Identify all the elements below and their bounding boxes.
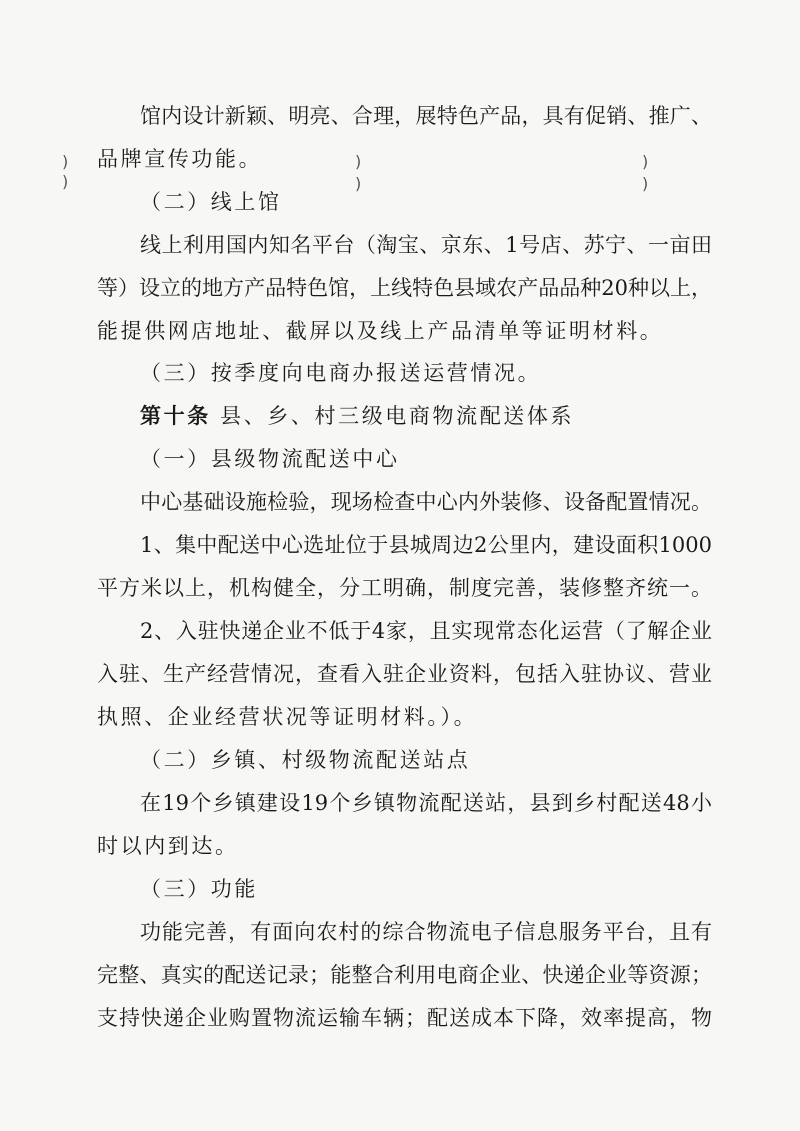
paragraph-line: 支持快递企业购置物流运输车辆；配送成本下降，效率提高，物 bbox=[97, 1006, 712, 1030]
margin-mark: ) bbox=[355, 174, 362, 193]
section-heading: （一）县级物流配送中心 bbox=[140, 447, 400, 471]
paragraph-line: 完整、真实的配送记录；能整合利用电商企业、快递企业等资源； bbox=[97, 963, 712, 987]
margin-mark: ) bbox=[62, 152, 69, 171]
paragraph-line: 能提供网店地址、截屏以及线上产品清单等证明材料。 bbox=[97, 319, 664, 343]
paragraph-line: 中心基础设施检验，现场检查中心内外装修、设备配置情况。 bbox=[140, 490, 712, 514]
paragraph-line: 平方米以上，机构健全，分工明确，制度完善，装修整齐统一。 bbox=[97, 576, 712, 600]
article-heading bbox=[140, 402, 800, 430]
paragraph-line: 在19个乡镇建设19个乡镇物流配送站，县到乡村配送48小 bbox=[140, 791, 712, 815]
paragraph-line: 线上利用国内知名平台（淘宝、京东、1号店、苏宁、一亩田 bbox=[140, 233, 712, 257]
paragraph-line: 时以内到达。 bbox=[97, 834, 239, 858]
paragraph-line: 馆内设计新颖、明亮、合理，展特色产品，具有促销、推广、 bbox=[140, 104, 712, 128]
paragraph-line: 1、集中配送中心选址位于县城周边2公里内，建设面积1000 bbox=[140, 533, 712, 557]
section-heading: （二）线上馆 bbox=[140, 190, 282, 214]
section-heading: （三）按季度向电商办报送运营情况。 bbox=[140, 361, 542, 385]
paragraph-line: 等）设立的地方产品特色馆，上线特色县域农产品品种20种以上， bbox=[97, 276, 712, 300]
margin-mark: ) bbox=[62, 172, 69, 191]
margin-mark: ) bbox=[642, 174, 649, 193]
paragraph-line: 功能完善，有面向农村的综合物流电子信息服务平台，且有 bbox=[140, 920, 712, 944]
section-heading: （二）乡镇、村级物流配送站点 bbox=[140, 748, 471, 772]
paragraph-line: 2、入驻快递企业不低于4家，且实现常态化运营（了解企业 bbox=[140, 619, 712, 643]
margin-mark: ) bbox=[355, 152, 362, 171]
article-label: 第十条 bbox=[140, 403, 211, 428]
section-heading: （三）功能 bbox=[140, 877, 258, 901]
margin-mark: ) bbox=[642, 152, 649, 171]
paragraph-line: 入驻、生产经营情况，查看入驻企业资料，包括入驻协议、营业 bbox=[97, 662, 712, 686]
paragraph-line: 品牌宣传功能。 bbox=[97, 147, 263, 171]
article-title: 县、乡、村三级电商物流配送体系 bbox=[220, 404, 575, 428]
paragraph-line: 执照、企业经营状况等证明材料。）。 bbox=[97, 705, 478, 729]
